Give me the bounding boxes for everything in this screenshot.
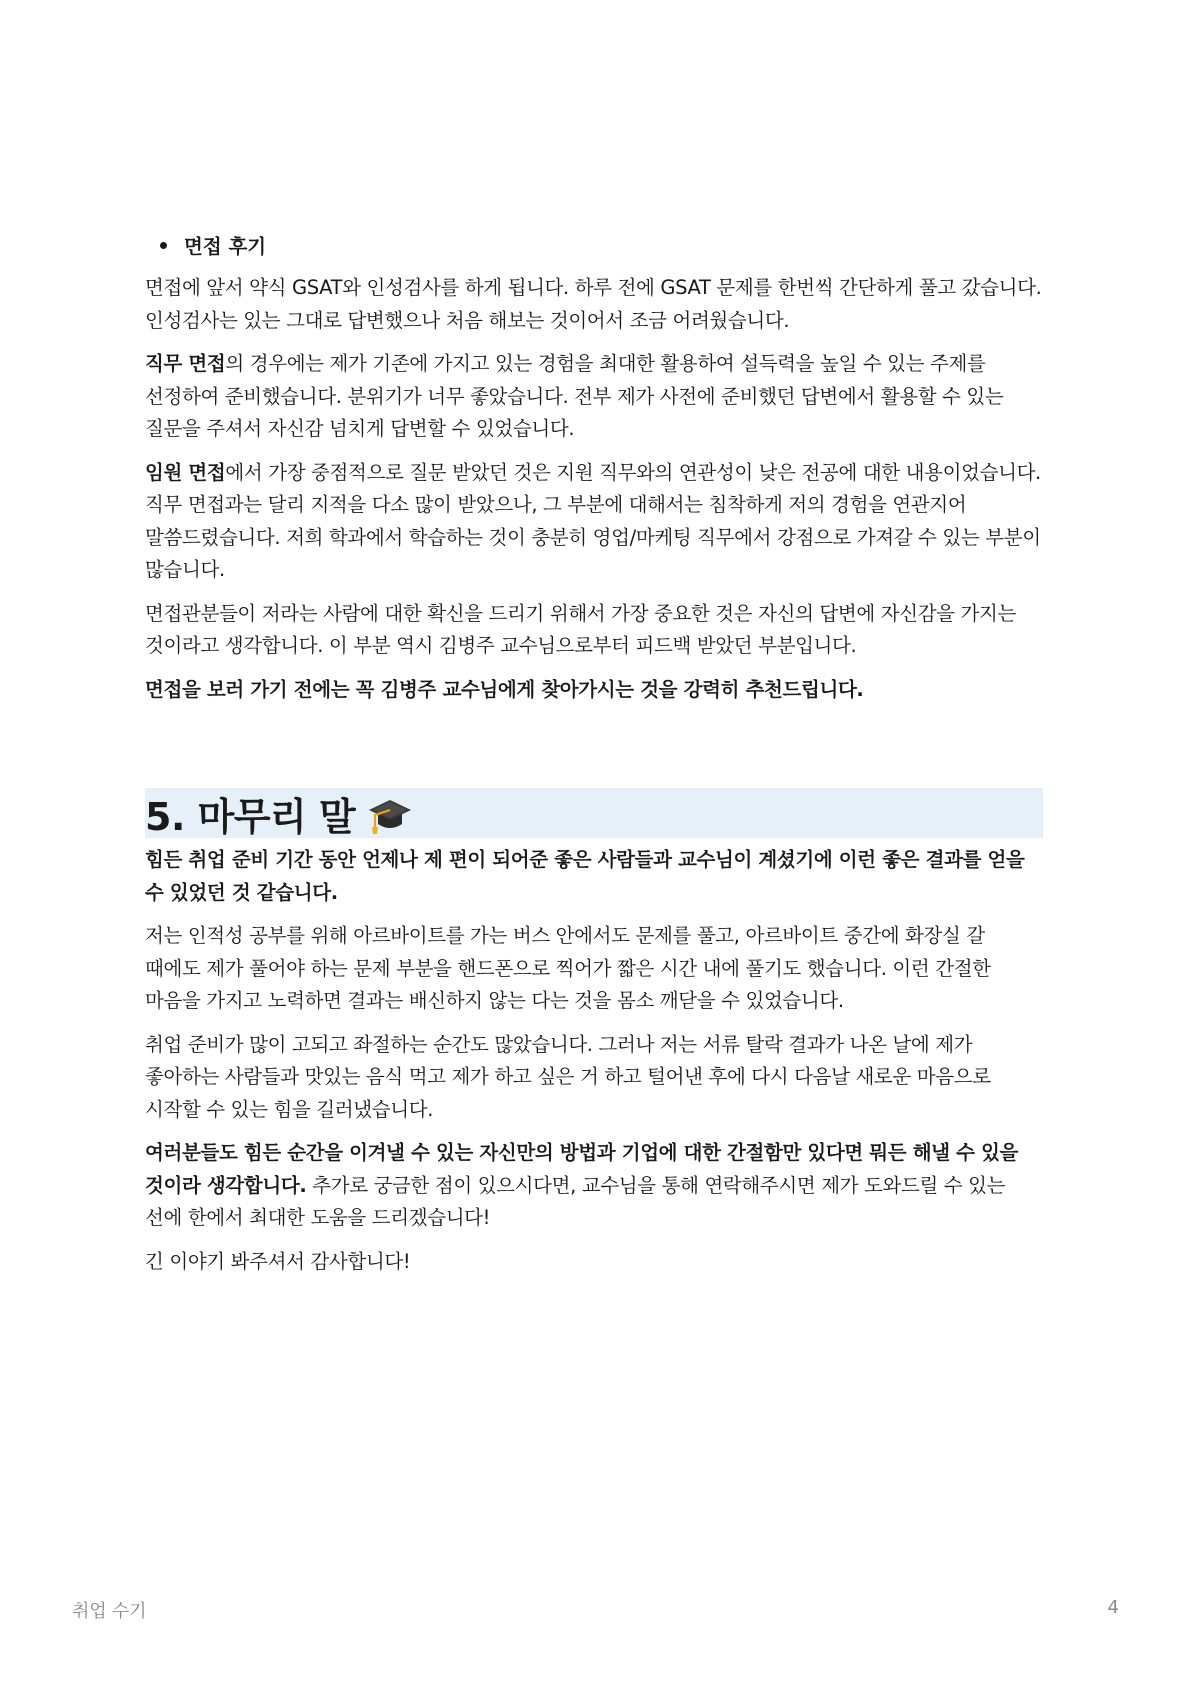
interview-review-heading: 면접 후기	[184, 235, 267, 258]
job-interview-bold: 직무 면접	[145, 352, 226, 375]
closing-paragraph-4	[145, 1137, 1043, 1235]
closing-paragraph-3: 취업 준비가 많이 고되고 좌절하는 순간도 많았습니다. 그러나 저는 서류 탈락 결과가 나온 날에 제가 좋아하는 사람들과 맛있는 음식 먹고 제가 하고 싶은 거 하고 털어낸 후에 다시 다음날 새로운 마음으로 시작할 수 있는 힘을 길러냈습니다.	[145, 1032, 991, 1121]
bullet-dot	[160, 242, 167, 249]
footer-page-number: 4	[1107, 1597, 1119, 1618]
graduation-cap-icon	[367, 794, 413, 836]
closing-contact-text: 추가로 궁금한 점이 있으시다면, 교수님을 통해 연락해주시면 제가 도와드릴 수 있는 선에 한에서 최대한 도움을 드리겠습니다!	[145, 1173, 1006, 1229]
closing-encouragement-bold: 여러분들도 힘든 순간을 이겨낼 수 있는 자신만의 방법과 기업에 대한 간절함만 있다면 뭐든 해낼 수 있을 것이라 생각합니다.	[145, 1141, 1019, 1197]
interview-review-paragraph-3	[145, 457, 1043, 587]
closing-paragraph-5: 긴 이야기 봐주셔서 감사합니다!	[145, 1249, 411, 1273]
interview-review-paragraph-5	[145, 674, 1043, 707]
closing-thanks-bold: 힘든 취업 준비 기간 동안 언제나 제 편이 되어준 좋은 사람들과 교수님이 계셨기에 이런 좋은 결과를 얻을 수 있었던 것 같습니다.	[145, 848, 1025, 904]
closing-heading-text: 5. 마무리 말	[145, 794, 356, 839]
interview-review-paragraph-2	[145, 348, 1043, 446]
executive-interview-bold: 임원 면접	[145, 460, 226, 484]
interview-review-bullet	[145, 232, 1043, 262]
closing-paragraph-2: 저는 인적성 공부를 위해 아르바이트를 가는 버스 안에서도 문제를 풀고, 아르바이트 중간에 화장실 갈 때에도 제가 풀어야 하는 문제 부분을 핸드폰으로 찍어가 짧은 시간 내에 풀기도 했습니다. 이런 간절한 마음을 가지고 노력하면 결과는 배신하지 않는 다는 것을 몸소 깨닫을 수 있었습니다.	[145, 924, 991, 1012]
footer-document-title: 취업 수기	[72, 1601, 147, 1622]
closing-paragraph-1	[145, 844, 1043, 909]
job-interview-text: 의 경우에는 제가 기존에 가지고 있는 경험을 최대한 활용하여 설득력을 높일 수 있는 주제를 선정하여 준비했습니다. 분위기가 너무 좋았습니다. 전부 제가 사전에 준비했던 답변에서 활용할 수 있는 질문을 주셔서 자신감 넘치게 답변할 수 있었습니다.	[145, 352, 1004, 440]
interview-review-paragraph-4: 면접관분들이 저라는 사람에 대한 확신을 드리기 위해서 가장 중요한 것은 자신의 답변에 자신감을 가지는 것이라고 생각합니다. 이 부분 역시 김병주 교수님으로부터 피드백 받았던 부분입니다.	[145, 601, 1016, 657]
interview-review-paragraph-1: 면접에 앞서 약식 GSAT와 인성검사를 하게 됩니다. 하루 전에 GSAT 문제를 한번씩 간단하게 풀고 갔습니다. 인성검사는 있는 그대로 답변했으나 처음 해보는 것이어서 조금 어려웠습니다.	[145, 276, 1042, 332]
closing-section-heading	[145, 788, 1043, 838]
page-content	[145, 232, 1043, 1289]
recommendation-bold: 면접을 보러 가기 전에는 꼭 김병주 교수님에게 찾아가시는 것을 강력히 추천드립니다.	[145, 677, 864, 701]
executive-interview-text: 에서 가장 중점적으로 질문 받았던 것은 지원 직무와의 연관성이 낮은 전공에 대한 내용이었습니다. 직무 면접과는 달리 지적을 다소 많이 받았으나, 그 부분에 대해서는 침착하게 저의 경험을 연관지어 말씀드렸습니다. 저희 학과에서 학습하는 것이 충분히 영업/마케팅 직무에서 강점으로 가져갈 수 있는 부분이 많습니다.	[145, 460, 1041, 581]
